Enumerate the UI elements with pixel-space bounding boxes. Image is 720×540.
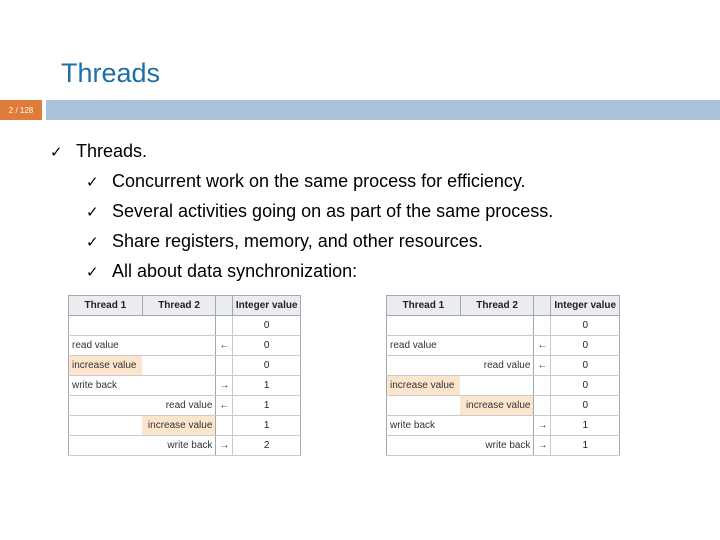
arrow-cell (534, 376, 551, 396)
header-band (46, 100, 720, 120)
thread-2-cell: increase value (460, 396, 534, 416)
table-row (387, 416, 620, 436)
arrow-cell: → (534, 416, 551, 436)
arrow-cell (534, 396, 551, 416)
thread-2-cell (142, 316, 216, 336)
page-number-badge: 2 / 128 (0, 100, 42, 120)
arrow-cell: ← (534, 336, 551, 356)
arrow-cell: ← (534, 356, 551, 376)
thread-2-cell (460, 376, 534, 396)
thread-2-cell: write back (460, 436, 534, 456)
integer-value-cell: 1 (233, 396, 301, 416)
arrow-cell: → (534, 436, 551, 456)
bullet-text: All about data synchronization: (112, 261, 358, 281)
integer-value-cell: 0 (233, 356, 301, 376)
integer-value-cell: 0 (551, 396, 620, 416)
bullet-list (50, 137, 553, 287)
header-thread-1: Thread 1 (69, 296, 143, 316)
header-thread-1: Thread 1 (387, 296, 461, 316)
integer-value-cell: 0 (233, 336, 301, 356)
integer-value-cell: 1 (233, 376, 301, 396)
checkmark-icon: ✓ (86, 174, 99, 191)
table-header-row (387, 296, 620, 316)
header-thread-2: Thread 2 (142, 296, 216, 316)
thread-1-cell (387, 316, 461, 336)
bullet-item (50, 257, 553, 287)
table-row (387, 376, 620, 396)
integer-value-cell: 1 (551, 436, 620, 456)
table-row (69, 436, 301, 456)
arrow-cell (216, 316, 233, 336)
integer-value-cell: 1 (551, 416, 620, 436)
header-arrow (216, 296, 233, 316)
thread-1-cell (69, 316, 143, 336)
checkmark-icon: ✓ (86, 264, 99, 281)
checkmark-icon: ✓ (86, 204, 99, 221)
thread-1-cell (69, 416, 143, 436)
bullet-text: Threads. (76, 141, 148, 161)
thread-2-cell (142, 356, 216, 376)
bullet-item (50, 167, 553, 197)
thread-1-cell: increase value (387, 376, 461, 396)
table-row (69, 396, 301, 416)
arrow-cell: ← (216, 336, 233, 356)
bullet-item (50, 137, 553, 167)
integer-value-cell: 0 (233, 316, 301, 336)
thread-2-cell (460, 336, 534, 356)
thread-2-cell: read value (142, 396, 216, 416)
thread-1-cell (387, 436, 461, 456)
table-row (387, 336, 620, 356)
table-row (387, 436, 620, 456)
thread-1-cell: write back (69, 376, 143, 396)
table-row (69, 416, 301, 436)
arrow-cell: → (216, 376, 233, 396)
thread-2-cell (142, 376, 216, 396)
integer-value-cell: 0 (551, 376, 620, 396)
thread-1-cell (69, 436, 143, 456)
bullet-text: Concurrent work on the same process for efficiency. (112, 171, 526, 191)
table-row (387, 396, 620, 416)
integer-value-cell: 1 (233, 416, 301, 436)
header-arrow (534, 296, 551, 316)
thread-2-cell: write back (142, 436, 216, 456)
checkmark-icon: ✓ (86, 234, 99, 251)
bullet-item (50, 227, 553, 257)
arrow-cell: → (216, 436, 233, 456)
thread-1-cell (387, 356, 461, 376)
thread-2-cell (460, 316, 534, 336)
integer-value-cell: 2 (233, 436, 301, 456)
slide-title: Threads (61, 58, 161, 88)
race-condition-table-interleaved (386, 295, 620, 456)
integer-value-cell: 0 (551, 336, 620, 356)
thread-1-cell: read value (69, 336, 143, 356)
thread-1-cell (387, 396, 461, 416)
thread-2-cell (460, 416, 534, 436)
integer-value-cell: 0 (551, 316, 620, 336)
header-thread-2: Thread 2 (460, 296, 534, 316)
race-condition-table-sequential (68, 295, 301, 456)
bullet-item (50, 197, 553, 227)
header-integer-value: Integer value (233, 296, 301, 316)
integer-value-cell: 0 (551, 356, 620, 376)
thread-1-cell: increase value (69, 356, 143, 376)
arrow-cell (216, 416, 233, 436)
thread-1-cell: read value (387, 336, 461, 356)
table-row (69, 376, 301, 396)
arrow-cell (216, 356, 233, 376)
header-integer-value: Integer value (551, 296, 620, 316)
bullet-text: Several activities going on as part of the same process. (112, 201, 554, 221)
table-row (387, 356, 620, 376)
thread-2-cell: read value (460, 356, 534, 376)
bullet-text: Share registers, memory, and other resources. (112, 231, 483, 251)
thread-2-cell: increase value (142, 416, 216, 436)
table-row (69, 336, 301, 356)
arrow-cell (534, 316, 551, 336)
thread-2-cell (142, 336, 216, 356)
table-row (387, 316, 620, 336)
table-header-row (69, 296, 301, 316)
arrow-cell: ← (216, 396, 233, 416)
table-row (69, 356, 301, 376)
thread-1-cell (69, 396, 143, 416)
checkmark-icon: ✓ (50, 144, 63, 161)
thread-1-cell: write back (387, 416, 461, 436)
table-row (69, 316, 301, 336)
